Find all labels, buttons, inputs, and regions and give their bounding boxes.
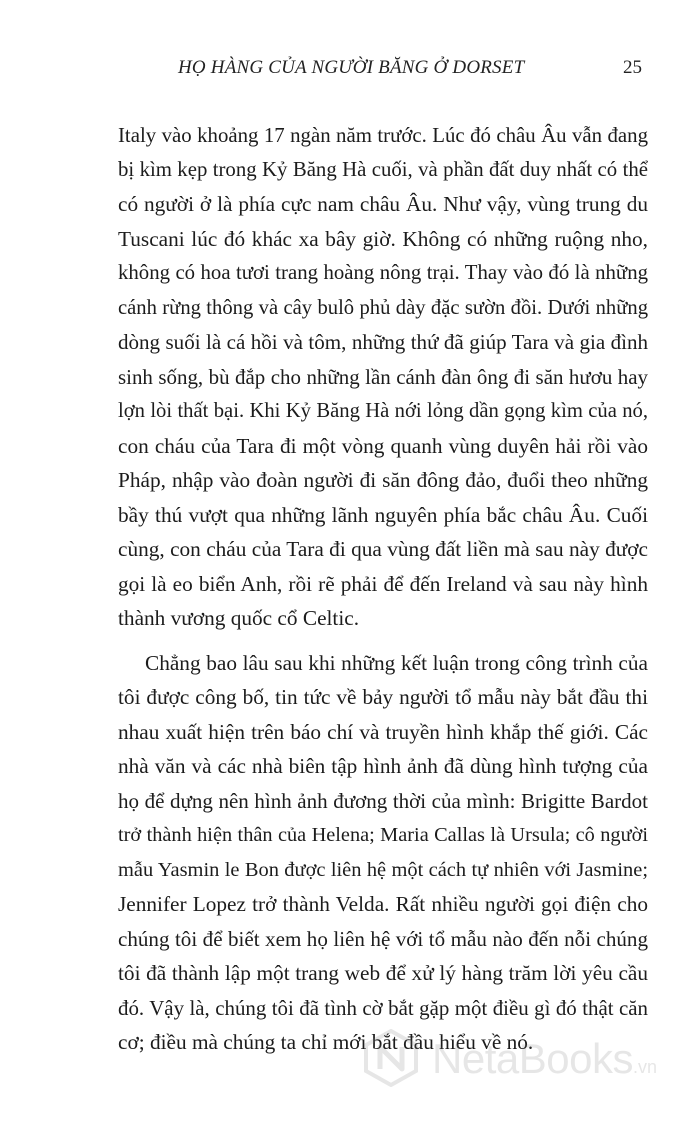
body-text <box>118 118 648 1060</box>
netabooks-watermark <box>362 1029 692 1109</box>
text-line: thành vương quốc cổ Celtic. <box>118 606 360 630</box>
paragraph-2 <box>118 646 648 1060</box>
text-line: có người ở là phía cực nam châu Âu. Như vậy, vùng trung du <box>118 192 648 216</box>
text-line: cánh rừng thông và cây bulô phủ dày đặc sườn đồi. Dưới những <box>118 296 648 319</box>
text-line: bị kìm kẹp trong Kỷ Băng Hà cuối, và phần đất duy nhất có thể <box>118 157 648 181</box>
running-title: HỌ HÀNG CỦA NGƯỜI BĂNG Ở DORSET <box>178 57 525 78</box>
text-line: tôi đã thành lập một trang web để xử lý hàng trăm lời yêu cầu <box>118 961 648 985</box>
text-line: sinh sống, bù đắp cho những lần cánh đàn ông đi săn hươu hay <box>118 364 648 389</box>
text-line: đó. Vậy là, chúng tôi đã tình cờ bắt gặp một điều gì đó thật căn <box>118 995 648 1020</box>
text-line: bầy thú vượt qua những lãnh nguyên phía bắc châu Âu. Cuối <box>118 502 648 527</box>
paragraph-1 <box>118 118 648 636</box>
text-line: không có hoa tươi trang hoàng nông trại. Thay vào đó là những <box>118 261 648 284</box>
text-line: lợn lòi thất bại. Khi Kỷ Băng Hà nới lỏng dần gọng kìm của nó, <box>118 400 648 422</box>
watermark-suffix: .vn <box>632 1057 657 1077</box>
text-line: cùng, con cháu của Tara đi qua vùng đất liền mà sau này được <box>118 537 648 561</box>
text-line: nhà văn và các nhà biên tập hình ảnh đã dùng hình tượng của <box>118 754 648 778</box>
text-line: dòng suối là cá hồi và tôm, những thứ đã giúp Tara và gia đình <box>118 330 648 354</box>
text-line: con cháu của Tara đi một vòng quanh vùng duyên hải rồi vào <box>118 433 648 458</box>
text-line: nhau xuất hiện trên báo chí và truyền hình khắp thế giới. Các <box>118 719 648 744</box>
text-line: tôi được công bố, tin tức về bảy người tổ mẫu này bắt đầu thi <box>118 685 648 709</box>
text-line: Italy vào khoảng 17 ngàn năm trước. Lúc đó châu Âu vẫn đang <box>118 123 648 147</box>
text-line: Chẳng bao lâu sau khi những kết luận trong công trình của <box>145 650 648 675</box>
text-line: gọi là eo biển Anh, rồi rẽ phải để đến Ireland và sau này hình <box>118 571 648 596</box>
page-number: 25 <box>623 57 642 78</box>
watermark-brand: NetaBooks <box>432 1035 633 1082</box>
text-line: chúng tôi để biết xem họ liên hệ với tổ mẫu nào đến nỗi chúng <box>118 926 648 951</box>
text-line: Jennifer Lopez trở thành Velda. Rất nhiều người gọi điện cho <box>118 892 648 916</box>
netabooks-logo-icon <box>362 1029 420 1087</box>
text-line: Pháp, nhập vào đoàn người đi săn đông đảo, đuổi theo những <box>118 468 648 492</box>
text-line: mẫu Yasmin le Bon được liên hệ một cách tự nhiên với Jasmine; <box>118 858 648 881</box>
text-line: Tuscani lúc đó khác xa bây giờ. Không có những ruộng nho, <box>118 226 648 251</box>
text-line: trở thành hiện thân của Helena; Maria Callas là Ursula; cô người <box>118 824 648 846</box>
text-line: cơ; điều mà chúng ta chỉ mới bắt đầu hiểu về nó. <box>118 1030 534 1054</box>
watermark-brand-text <box>432 1035 657 1083</box>
text-line: họ để dựng nên hình ảnh đương thời của mình: Brigitte Bardot <box>118 788 648 813</box>
running-header <box>118 57 642 85</box>
